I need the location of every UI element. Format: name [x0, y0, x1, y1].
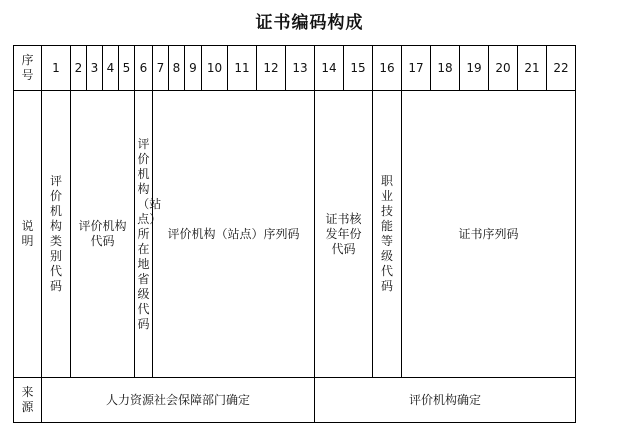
desc-org-code: 评价机构代码	[71, 91, 135, 378]
cert-code-table	[13, 45, 576, 423]
column-number: 21	[518, 46, 547, 91]
header-label: 序号	[21, 53, 34, 82]
page-title: 证书编码构成	[255, 13, 364, 33]
column-number: 16	[373, 46, 402, 91]
description-label: 说明	[21, 219, 34, 248]
column-number: 19	[460, 46, 489, 91]
header-row	[14, 46, 576, 91]
column-number: 3	[87, 46, 103, 91]
header-label-cell	[14, 46, 42, 91]
column-number: 11	[228, 46, 257, 91]
desc-cert-sequence: 证书序列码	[402, 91, 576, 378]
column-number: 20	[489, 46, 518, 91]
column-number: 18	[431, 46, 460, 91]
column-number: 14	[315, 46, 344, 91]
description-row	[14, 91, 576, 378]
desc-category-code: 评价机构类别代码	[42, 91, 71, 378]
desc-year-code: 证书核发年份代码	[315, 91, 373, 378]
desc-org-sequence: 评价机构（站点）序列码	[153, 91, 315, 378]
column-number: 5	[119, 46, 135, 91]
column-number: 15	[344, 46, 373, 91]
column-number: 6	[135, 46, 153, 91]
column-number: 9	[185, 46, 202, 91]
column-number: 1	[42, 46, 71, 91]
description-label-cell	[14, 91, 42, 378]
source-label-cell	[14, 378, 42, 423]
column-number: 13	[286, 46, 315, 91]
column-number: 7	[153, 46, 169, 91]
column-number: 2	[71, 46, 87, 91]
column-number: 4	[103, 46, 119, 91]
source-org: 评价机构确定	[315, 378, 576, 423]
column-number: 8	[169, 46, 185, 91]
source-row	[14, 378, 576, 423]
source-label: 来源	[21, 385, 34, 414]
column-number: 12	[257, 46, 286, 91]
desc-level-code: 职业技能等级代码	[373, 91, 402, 378]
column-number: 10	[202, 46, 228, 91]
column-number: 17	[402, 46, 431, 91]
column-number: 22	[547, 46, 576, 91]
desc-province-code: 评价机构（站点）所在地省级代码	[135, 91, 153, 378]
source-hrss: 人力资源社会保障部门确定	[42, 378, 315, 423]
